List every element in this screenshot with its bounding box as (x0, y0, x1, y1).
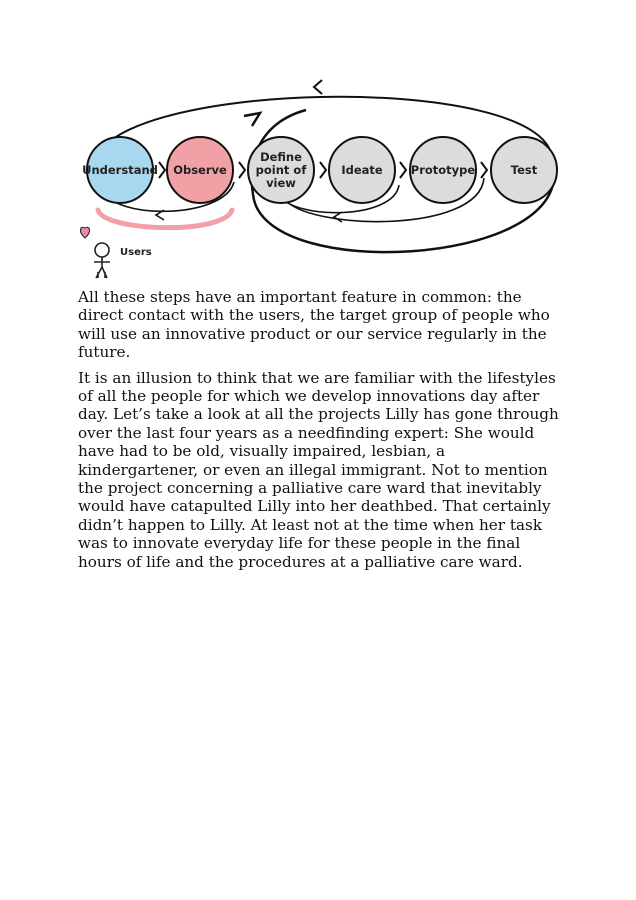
chevron-right-icon (239, 162, 245, 178)
users-bracket (98, 210, 232, 228)
step-label: Define (260, 150, 302, 164)
step-node (248, 137, 314, 203)
heart-icon (80, 227, 89, 238)
outer-loop-arrowhead-icon (314, 80, 322, 94)
chevron-right-icon (320, 162, 326, 178)
paragraph: It is an illusion to think that we are familiar with the lifestyles of all the people for which we develop innovations day after day. Let’s take a look at all the projects Lilly has gone through over the last four years as a needfinding expert: She would have had to be old, visually impaired, lesbian, a kindergartener, or even an illegal immigrant. Not to mention the project concerning a palliative care ward that inevitably would have catapulted Lilly into her deathbed. That certainly didn’t happen to Lilly. At least not at the time when her task was to innovate everyday life for these people in the final hours of life and the procedures at a palliative care ward. (78, 368, 559, 571)
user-figure-icon (94, 243, 110, 278)
step-node (329, 137, 395, 203)
lower-loop-arrowhead-icon (244, 113, 260, 126)
chevron-right-icon (481, 162, 487, 178)
design-thinking-diagram (74, 70, 564, 284)
step-node (82, 137, 158, 203)
users-label: Users (120, 247, 152, 258)
step-node (491, 137, 557, 203)
chevron-right-icon (400, 162, 406, 178)
chevron-right-icon (159, 162, 165, 178)
step-label: Test (510, 163, 538, 177)
step-label: Understand (82, 163, 158, 177)
step-label: view (266, 176, 296, 190)
step-node (167, 137, 233, 203)
outer-loop-arrow (94, 97, 552, 168)
process-diagram-svg (74, 70, 564, 284)
step-label: Prototype (410, 163, 476, 177)
step-label: Observe (173, 163, 227, 177)
step-label: point of (255, 163, 307, 177)
inner-loop-ideate-arrowhead-icon (334, 212, 342, 222)
body-text (78, 288, 564, 578)
step-node (410, 137, 476, 203)
paragraph: All these steps have an important feature in common: the direct contact with the users, the target group of people who will use an innovative product or our service regularly in the future. (78, 288, 550, 362)
step-label: Ideate (341, 163, 383, 177)
